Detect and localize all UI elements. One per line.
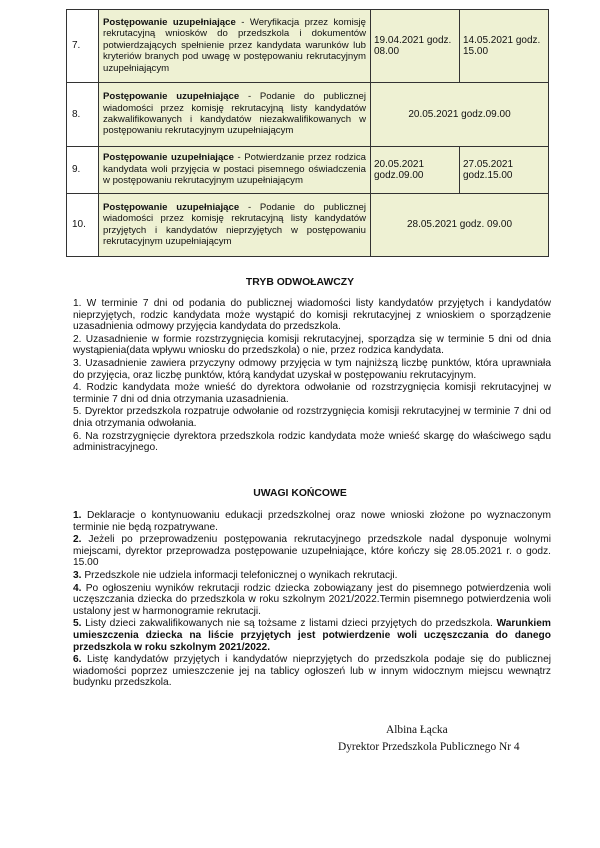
item-number: 6. xyxy=(73,654,82,666)
final-item xyxy=(73,534,551,569)
final-item xyxy=(73,570,551,582)
date-single: 28.05.2021 godz. 09.00 xyxy=(371,194,549,257)
appeal-item: 2. Uzasadnienie w formie rozstrzygnięcia komisji rekrutacyjnej, sporządza się w terminie 5 dni od dnia wystąpienia(data wpływu wniosku do przedszkola) o nie, przez rodzica kandydata. xyxy=(73,333,551,357)
row-number: 9. xyxy=(67,147,99,194)
row-title: Postępowanie uzupełniające xyxy=(103,152,234,164)
appeal-item: 6. Na rozstrzygnięcie dyrektora przedszkola rodzic kandydata może wnieść skargę do właściwego sądu administracyjnego. xyxy=(73,430,551,454)
final-item xyxy=(73,510,551,533)
item-number: 2. xyxy=(73,534,82,546)
date-to: 27.05.2021 godz.15.00 xyxy=(460,147,549,194)
final-remarks-section xyxy=(73,510,551,690)
row-text: - Podanie do publicznej wiadomości przez komisję rekrutacyjną listy kandydatów przyjętych i kandydatów nieprzyjętych w postępowaniu rekrutacyjnym uzupełniającym xyxy=(103,201,366,247)
item-text: Listy dzieci zakwalifikowanych nie są tożsame z listami dzieci przyjętych do przedszkola. xyxy=(81,618,497,630)
appeal-item: 1. W terminie 7 dni od podania do publicznej wiadomości listy kandydatów przyjętych i kandydatów nieprzyjętych, rodzic kandydata może wystąpić do komisji rekrutacyjnej z wnioskiem o sporządzenie uzasadnienia odmowy przyjęcia kandydata do przedszkola. xyxy=(73,298,551,333)
row-description xyxy=(99,147,371,194)
table-row xyxy=(67,194,549,257)
row-title: Postępowanie uzupełniające xyxy=(103,91,240,103)
appeal-item: 3. Uzasadnienie zawiera przyczyny odmowy przyjęcia w tym najniższą liczbę punktów, która uprawniała do przyjęcia, oraz liczbę punktów, którą kandydat uzyskał w postępowaniu rekrutacyjnym. xyxy=(73,357,551,381)
row-description xyxy=(99,83,371,147)
appeal-section xyxy=(73,298,551,455)
item-number: 3. xyxy=(73,569,82,581)
row-text: - Weryfikacja przez komisję rekrutacyjną wniosków do przedszkola i dokumentów potwierdzających spełnienie przez kandydata warunków lub kryteriów branych pod uwagę w postępowaniu rekrutacyjnym uzupełniającym xyxy=(103,16,366,74)
table-row xyxy=(67,83,549,147)
date-single: 20.05.2021 godz.09.00 xyxy=(371,83,549,147)
row-text: - Podanie do publicznej wiadomości przez komisję rekrutacyjną listy kandydatów zakwalifikowanych i kandydatów niezakwalifikowanych w postępowaniu rekrutacyjnym uzupełniającym xyxy=(103,91,366,137)
appeal-item: 5. Dyrektor przedszkola rozpatruje odwołanie od rozstrzygnięcia komisji rekrutacyjnej w terminie 7 dni od dnia otrzymania odwołania. xyxy=(73,406,551,429)
row-number: 10. xyxy=(67,194,99,257)
item-text: Deklaracje o kontynuowaniu edukacji przedszkolnej oraz nowe wnioski złożone po wyznaczonym terminie nie będą rozpatrywane. xyxy=(73,510,551,533)
item-number: 1. xyxy=(73,510,82,521)
row-number: 8. xyxy=(67,83,99,147)
date-from: 20.05.2021 godz.09.00 xyxy=(371,147,460,194)
item-text: Po ogłoszeniu wyników rekrutacji rodzic dziecka zobowiązany jest do pisemnego potwierdzenia woli uczęszczania dziecka do przedszkola w roku szkolnym 2021/2022.Termin pisemnego potwierdzenia woli ustalony jest w harmonogramie rekrutacji. xyxy=(73,582,551,617)
date-to: 14.05.2021 godz. 15.00 xyxy=(460,10,549,83)
schedule-table xyxy=(66,9,549,257)
item-text: Listę kandydatów przyjętych i kandydatów nieprzyjętych do przedszkola podaje się do publicznej wiadomości poprzez umieszczenie jej na tablicy ogłoszeń lub w innym widocznym miejscu wewnątrz budynku przedszkola. xyxy=(73,654,551,689)
date-from: 19.04.2021 godz. 08.00 xyxy=(371,10,460,83)
signature-name: Albina Łącka xyxy=(386,724,448,736)
table-row xyxy=(67,10,549,83)
table-row xyxy=(67,147,549,194)
signature-role: Dyrektor Przedszkola Publicznego Nr 4 xyxy=(338,741,520,753)
final-item xyxy=(73,583,551,618)
final-item xyxy=(73,618,551,653)
final-item xyxy=(73,654,551,689)
final-remarks-heading: UWAGI KOŃCOWE xyxy=(253,488,347,499)
row-description xyxy=(99,10,371,83)
row-number: 7. xyxy=(67,10,99,83)
item-number: 4. xyxy=(73,582,82,594)
row-text: - Potwierdzanie przez rodzica kandydata woli przyjęcia w postaci pisemnego oświadczenia w postępowaniu rekrutacyjnym uzupełniającym xyxy=(103,152,366,187)
appeal-heading: TRYB ODWOŁAWCZY xyxy=(245,277,355,288)
appeal-item: 4. Rodzic kandydata może wnieść do dyrektora odwołanie od rozstrzygnięcia komisji rekrutacyjnej w terminie 7 dni od dnia otrzymania uzasadnienia. xyxy=(73,382,551,405)
item-text: Jeżeli po przeprowadzeniu postępowania rekrutacyjnego przedszkole nadal dysponuje wolnymi miejscami, dyrektor przeprowadza postępowanie uzupełniające, które kończy się 28.05.2021 r. o godz. 15.00 xyxy=(73,534,551,569)
item-bold-text: Warunkiem umieszczenia dziecka na liście przyjętych jest potwierdzenie woli uczęszczania do danego przedszkola w roku szkolnym 2021/2022. xyxy=(73,618,551,653)
item-number: 5. xyxy=(73,618,82,630)
row-title: Postępowanie uzupełniające xyxy=(103,201,240,213)
row-title: Postępowanie uzupełniające xyxy=(103,16,236,28)
row-description xyxy=(99,194,371,257)
item-text: Przedszkole nie udziela informacji telefonicznej o wynikach rekrutacji. xyxy=(81,569,398,581)
